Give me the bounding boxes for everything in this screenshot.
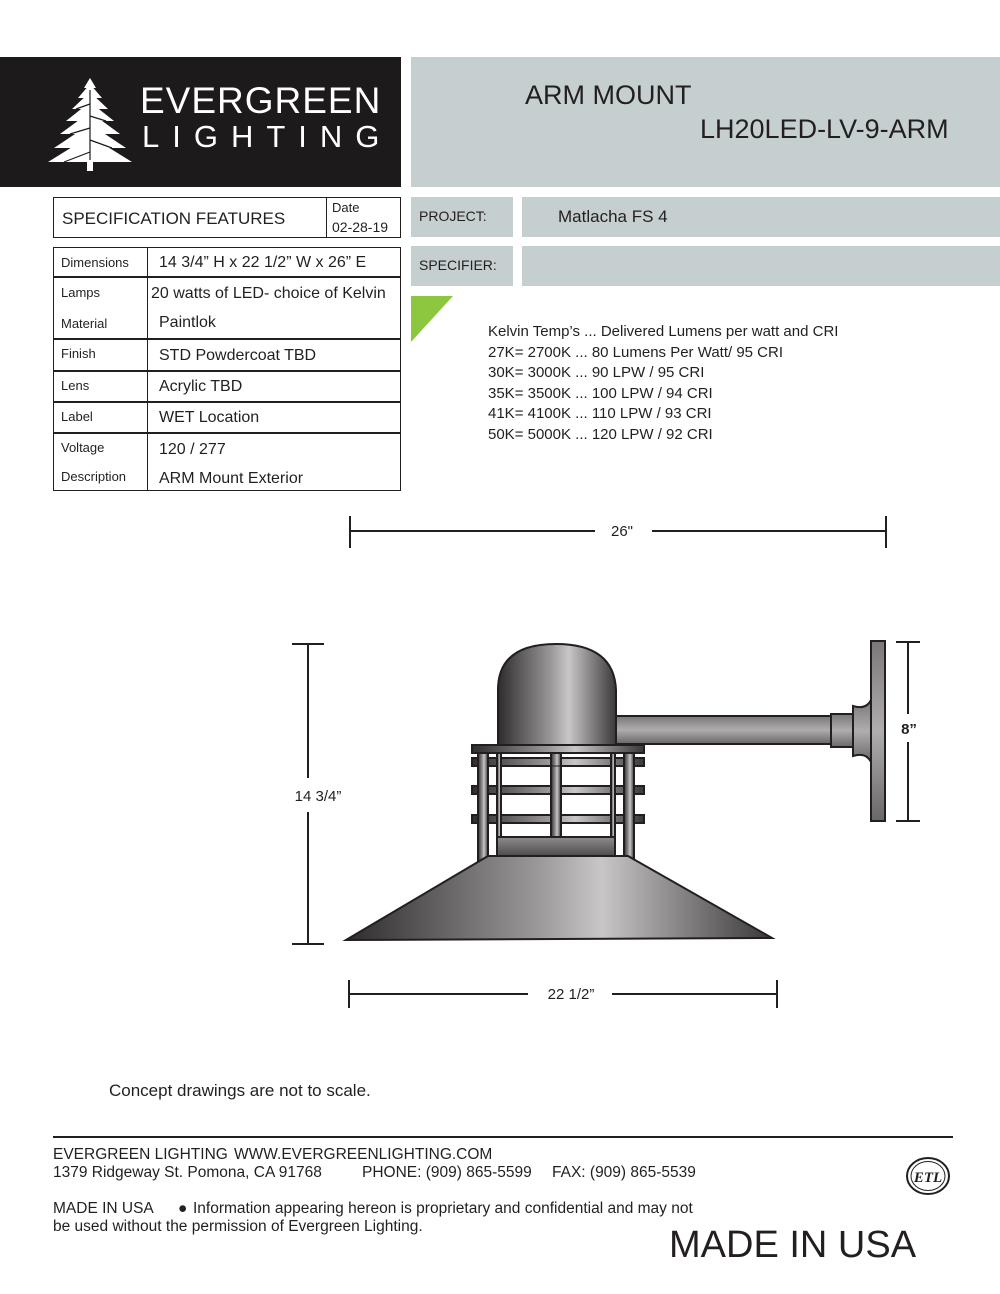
spec-value: WET Location: [159, 409, 260, 426]
spec-value: 14 3/4” H x 22 1/2” W x 26” E: [159, 254, 367, 271]
spec-value: STD Powdercoat TBD: [159, 347, 317, 364]
footer-rule: [53, 1136, 953, 1138]
footer-disclaimer-line2: be used without the permission of Evergreen Lighting.: [53, 1218, 423, 1235]
arm-collar: [831, 714, 853, 747]
made-in-usa-large: MADE IN USA: [669, 1224, 917, 1266]
bullet-icon: ●: [178, 1200, 188, 1217]
row-divider: [147, 248, 148, 276]
cone-shade: [346, 856, 772, 940]
spec-label: Voltage: [61, 440, 105, 455]
dimension-width: [349, 980, 777, 1008]
kelvin-list: [488, 322, 838, 446]
project-value-box: [522, 197, 1000, 237]
evergreen-tree-icon: [48, 76, 132, 172]
specifier-label-box: [411, 246, 513, 286]
row-divider: [147, 278, 148, 338]
footer-phone: PHONE: (909) 865-5599: [362, 1164, 532, 1181]
kelvin-line: 30K= 3000K ... 90 LPW / 95 CRI: [488, 364, 705, 382]
footer-made-in-usa-small: MADE IN USA: [53, 1200, 154, 1217]
footer-address: 1379 Ridgeway St. Pomona, CA 91768: [53, 1164, 322, 1181]
spec-row-lamps-material: [53, 277, 401, 339]
row-divider: [147, 372, 148, 401]
spec-label: Label: [61, 409, 93, 424]
etl-listed-icon: [905, 1156, 951, 1196]
spec-label: Finish: [61, 346, 96, 361]
kelvin-line: 41K= 4100K ... 110 LPW / 93 CRI: [488, 405, 712, 423]
spec-value: ARM Mount Exterior: [159, 470, 304, 487]
project-label-box: [411, 197, 513, 237]
spec-title: SPECIFICATION FEATURES: [62, 209, 286, 228]
brand-name-bottom: LIGHTING: [142, 119, 393, 154]
concept-note: Concept drawings are not to scale.: [109, 1081, 371, 1100]
kelvin-line: 27K= 2700K ... 80 Lumens Per Watt/ 95 CRI: [488, 343, 784, 361]
spec-header-divider: [326, 198, 327, 237]
spec-label: Description: [61, 469, 127, 484]
row-divider: [147, 340, 148, 370]
specifier-label: SPECIFIER:: [419, 257, 497, 273]
dimension-height: [292, 644, 341, 944]
dimension-width-label: 22 1/2”: [547, 986, 595, 1003]
kelvin-line: 50K= 5000K ... 120 LPW / 92 CRI: [488, 425, 713, 443]
spec-label: Material: [61, 316, 108, 331]
footer-company: EVERGREEN LIGHTING: [53, 1146, 228, 1163]
spec-label: Lamps: [61, 285, 101, 300]
brand-name-top: EVERGREEN: [140, 80, 382, 121]
wall-backplate: [871, 641, 885, 821]
spec-row-dimensions: [53, 247, 401, 277]
shade-collar: [497, 837, 615, 857]
dome-housing: [498, 644, 616, 748]
spec-header: [53, 197, 401, 238]
spec-row-label: [53, 402, 401, 433]
dimension-height-label: 14 3/4”: [294, 788, 342, 805]
arm-flange: [853, 700, 871, 762]
row-divider: [147, 403, 148, 432]
specifier-value-box: [522, 246, 1000, 286]
project-value: Matlacha FS 4: [558, 207, 668, 226]
footer-fax: FAX: (909) 865-5539: [552, 1164, 696, 1181]
spec-row-finish: [53, 339, 401, 371]
product-type: ARM MOUNT: [525, 80, 692, 110]
dimension-extension-label: 26": [610, 523, 634, 540]
spec-value: Acrylic TBD: [159, 378, 243, 395]
kelvin-heading: Kelvin Temp’s ... Delivered Lumens per watt and CRI: [488, 323, 839, 340]
row-divider: [147, 434, 148, 490]
kelvin-line: 35K= 3500K ... 100 LPW / 94 CRI: [488, 384, 713, 402]
dimension-extension: [350, 516, 886, 548]
spec-label: Lens: [61, 378, 90, 393]
spec-row-lens: [53, 371, 401, 402]
green-accent-triangle: [411, 296, 453, 342]
project-label: PROJECT:: [419, 208, 487, 224]
mounting-arm: [612, 716, 834, 744]
date-value: 02-28-19: [332, 219, 389, 235]
dimension-backplate: [896, 642, 920, 821]
svg-text:ETL: ETL: [913, 1170, 943, 1186]
spec-value: Paintlok: [159, 314, 216, 331]
footer-disclaimer-line1: Information appearing hereon is proprietary and confidential and may not: [193, 1200, 693, 1217]
spec-row-voltage-description: [53, 433, 401, 491]
dimension-backplate-label: 8”: [901, 721, 917, 738]
spec-value: 20 watts of LED- choice of Kelvin: [151, 285, 386, 302]
spec-value: 120 / 277: [159, 441, 226, 458]
fixture-drawing: [0, 500, 1000, 1030]
product-code: LH20LED-LV-9-ARM: [700, 114, 949, 144]
footer-website: WWW.EVERGREENLIGHTING.COM: [234, 1146, 493, 1163]
spec-label: Dimensions: [61, 255, 129, 270]
date-label: Date: [332, 200, 360, 215]
